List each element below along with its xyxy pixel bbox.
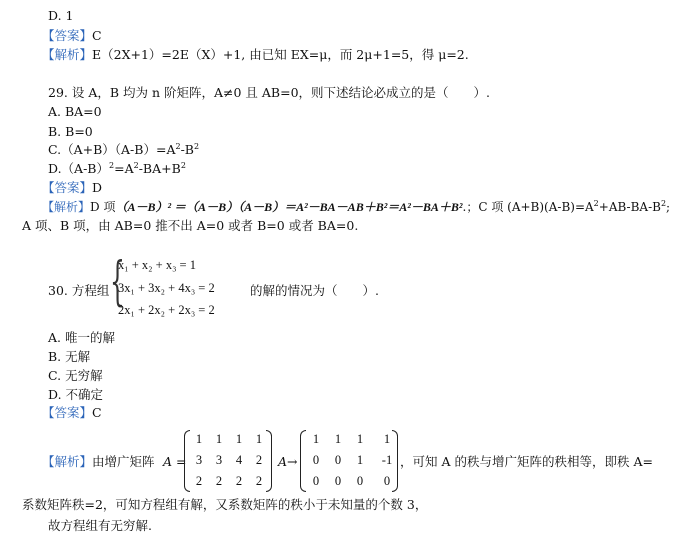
q30-stem-suffix: 的解的情况为（ ）. xyxy=(250,283,379,298)
q29-analysis-formula: （A－B）² ＝（A－B）（A－B）＝A²－BA－AB＋B²＝A²－BA＋B² xyxy=(115,200,463,214)
q29-option-d-mid: =A xyxy=(114,161,134,176)
q30-analysis-prefix: 由增广矩阵 xyxy=(92,454,155,469)
q28-option-d: D. 1 xyxy=(48,8,74,23)
q30-analysis-suffix: ，可知 A 的秩与增广矩阵的秩相等，即秩 A= xyxy=(400,454,653,469)
q29-option-a: A. BA=0 xyxy=(48,104,102,119)
q29-option-b: B. B=0 xyxy=(48,124,93,139)
reduced-matrix-cell: 1 xyxy=(312,432,320,446)
q29-stem: 29. 设 A，B 均为 n 阶矩阵，A≠0 且 AB=0，则下述结论必成立的是（ ）. xyxy=(48,85,491,100)
augmented-matrix xyxy=(190,432,268,493)
q28-answer: C xyxy=(92,28,102,43)
augmented-matrix-cell: 1 xyxy=(235,432,243,446)
reduced-matrix-cell: 0 xyxy=(334,453,342,467)
q29-option-c-mid: -B xyxy=(180,142,194,157)
q30-answer-line xyxy=(42,405,102,421)
reduced-matrix-cell: 0 xyxy=(312,453,320,467)
q30-analysis-line xyxy=(42,454,155,470)
q29-analysis-tail: .；C 项 (A+B)(A-B)=A xyxy=(462,200,594,214)
augmented-matrix-cell: 2 xyxy=(255,474,263,488)
analysis-tag: 【解析】 xyxy=(42,47,93,62)
reduced-matrix-cell: 0 xyxy=(356,474,364,488)
q29-answer-line xyxy=(42,180,102,196)
q30-analysis-line3: 故方程组有无穷解. xyxy=(48,518,152,533)
augmented-matrix-cell: 4 xyxy=(235,453,243,467)
answer-tag: 【答案】 xyxy=(42,405,93,420)
q30-stem-prefix: 30. 方程组 xyxy=(48,283,110,298)
analysis-tag: 【解析】 xyxy=(42,200,91,214)
augmented-matrix-cell: 2 xyxy=(195,474,203,488)
q28-analysis: E（2X+1）=2E（X）+1, 由已知 EX=μ，而 2μ+1=5，得 μ=2. xyxy=(92,47,469,62)
row-reduce-arrow: A→ xyxy=(278,454,298,469)
q29-analysis-tail-suffix: ; xyxy=(666,200,671,214)
augmented-matrix-cell: 2 xyxy=(255,453,263,467)
reduced-matrix-cell: 0 xyxy=(383,474,391,488)
q30-option-a: A. 唯一的解 xyxy=(48,330,115,345)
q29-option-c-text: C.（A+B）（A-B）=A xyxy=(48,142,176,157)
q29-option-d-text: D.（A-B） xyxy=(48,161,109,176)
system-eq-1: x₁ + x₂ + x₃ = 1 xyxy=(118,258,196,272)
q30-analysis-line2: 系数矩阵秩=2，可知方程组有解，又系数矩阵的秩小于未知量的个数 3， xyxy=(22,497,428,512)
q30-answer: C xyxy=(92,405,102,420)
system-eq-2: 3x₁ + 3x₂ + 4x₃ = 2 xyxy=(118,281,215,295)
reduced-matrix-cell: 1 xyxy=(356,432,364,446)
answer-tag: 【答案】 xyxy=(42,28,93,43)
q29-analysis-line2: A 项、B 项，由 AB=0 推不出 A=0 或者 B=0 或者 BA=0. xyxy=(22,218,359,233)
matrix-label: A = xyxy=(163,454,187,469)
reduced-matrix-cell: 0 xyxy=(334,474,342,488)
q28-answer-line xyxy=(42,28,102,44)
augmented-matrix-cell: 1 xyxy=(195,432,203,446)
q29-analysis-head: D 项 xyxy=(90,200,116,214)
q29-analysis-line: 【解析】D 项（A－B）² ＝（A－B）（A－B）＝A²－BA－AB＋B²＝A²－BA＋B².；C 项 $(A+B)(A-B)=A^2+AB-BA-B^2$; xyxy=(42,199,671,214)
reduced-matrix-cell: 0 xyxy=(312,474,320,488)
q30-option-c: C. 无穷解 xyxy=(48,368,103,383)
reduced-bracket-right xyxy=(392,430,398,492)
q29-analysis-tail-mid: +AB-BA-B xyxy=(598,200,661,214)
reduced-matrix-cell: 1 xyxy=(383,432,391,446)
q30-option-d: D. 不确定 xyxy=(48,387,104,402)
analysis-tag: 【解析】 xyxy=(42,454,93,469)
system-brace: { xyxy=(110,252,125,312)
answer-tag: 【答案】 xyxy=(42,180,93,195)
q29-answer: D xyxy=(92,180,103,195)
system-eq-3: 2x₁ + 2x₂ + 2x₃ = 2 xyxy=(118,303,215,317)
augmented-matrix-cell: 3 xyxy=(195,453,203,467)
augmented-bracket-right xyxy=(266,430,272,492)
reduced-matrix-cell: 1 xyxy=(334,432,342,446)
q29-option-d-suffix: -BA+B xyxy=(138,161,181,176)
augmented-matrix-cell: 1 xyxy=(215,432,223,446)
q28-analysis-line xyxy=(42,47,469,63)
augmented-matrix-cell: 2 xyxy=(235,474,243,488)
augmented-matrix-cell: 2 xyxy=(215,474,223,488)
augmented-matrix-cell: 1 xyxy=(255,432,263,446)
augmented-matrix-cell: 3 xyxy=(215,453,223,467)
q29-option-c: $C.(A+B)(A-B)=A^2-B^2$ xyxy=(48,141,200,157)
q30-option-b: B. 无解 xyxy=(48,349,91,364)
q29-option-d: $D.(A-B)^2=A^2-BA+B^2$ xyxy=(48,160,186,176)
reduced-matrix-cell: 1 xyxy=(356,453,364,467)
reduced-matrix xyxy=(306,432,402,493)
reduced-matrix-cell: -1 xyxy=(381,453,393,467)
